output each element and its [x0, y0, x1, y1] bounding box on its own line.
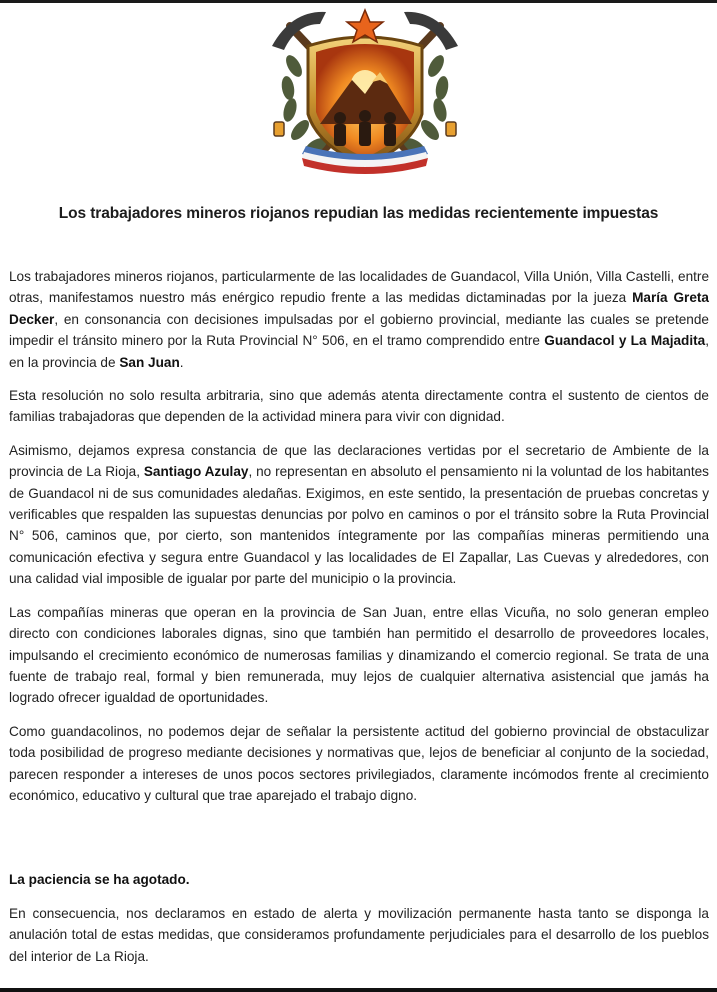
bottom-border — [0, 988, 717, 992]
miners-crest-icon — [262, 6, 468, 182]
miners-silhouette-icon — [334, 110, 396, 146]
paragraph-2: Esta resolución no solo resulta arbitraria, sino que además atenta directamente contra el sustento de cientos de familias trabajadoras que dependen de la actividad minera para vivir con dignidad. — [9, 388, 709, 425]
judge-name: María Greta Decker — [9, 290, 709, 327]
paragraph-4: Las compañías mineras que operan en la provincia de San Juan, entre ellas Vicuña, no solo generan empleo directo con condiciones laborales dignas, sino que también han permitido el desarrollo de proveedores locales, impulsando el crecimiento económico de numerosas familias y dinamizando el comercio regional. Se trata de una fuente de trabajo real, formal y bien remunerada, muy lejos de cualquier alternativa asistencial que jamás ha logrado ofrecer igualdad de oportunidades. — [9, 604, 709, 706]
paragraph-5: Como guandacolinos, no podemos dejar de señalar la persistente actitud del gobierno provincial de obstaculizar toda posibilidad de progreso mediante decisiones y normativas que, lejos de beneficiar al conjunto de la sociedad, parecen responder a intereses de unos pocos sectores privilegiados, claramente incómodos frente al crecimiento económico, educativo y cultural que trae aparejado el trabajo digno. — [9, 723, 709, 803]
province-name: San Juan — [119, 354, 180, 370]
paragraph-6: En consecuencia, nos declaramos en estado de alerta y movilización permanente hasta tanto se disponga la anulación total de estas medidas, que consideramos profundamente perjudiciales para el desarrollo de los pueblos del interior de La Rioja. — [9, 906, 709, 964]
secretary-name: Santiago Azulay — [143, 464, 249, 480]
document-body — [9, 266, 709, 818]
top-border — [0, 0, 717, 3]
paragraph-3: Asimismo, dejamos expresa constancia de que las declaraciones vertidas por el secretario de Ambiente de la provincia de La Rioja, Santiago Azulay, no representan en absoluto el pensamiento ni la voluntad de los habitantes de Guandacol ni de sus comunidades aledañas. Exigimos, en este sentido, la presentación de pruebas concretas y verificables que respalden las supuestas denuncias por polvo en caminos o por el tránsito sobre la Ruta Provincial N° 506, caminos que, por cierto, son mantenidos íntegramente por las compañías mineras permitiendo una comunicación efectiva y segura entre Guandacol y las localidades de El Zapallar, Las Cuevas y alrededores, con una calidad vial imposible de igualar por parte del municipio o la provincia. — [9, 442, 709, 587]
document-title: Los trabajadores mineros riojanos repudian las medidas recientemente impuestas — [58, 205, 659, 222]
paragraph-1: Los trabajadores mineros riojanos, particularmente de las localidades de Guandacol, Villa Unión, Villa Castelli, entre otras, manifestamos nuestro más enérgico repudio frente a las medidas dictaminadas por la jueza María Greta Decker, en consonancia con decisiones impulsadas por el gobierno provincial, mediante las cuales se pretende impedir el tránsito minero por la Ruta Provincial N° 506, en el tramo comprendido entre Guandacol y La Majadita, en la provincia de San Juan. — [9, 269, 709, 370]
section-subheading: La paciencia se ha agotado. — [9, 872, 190, 887]
route-section: Guandacol y La Majadita — [544, 333, 706, 349]
